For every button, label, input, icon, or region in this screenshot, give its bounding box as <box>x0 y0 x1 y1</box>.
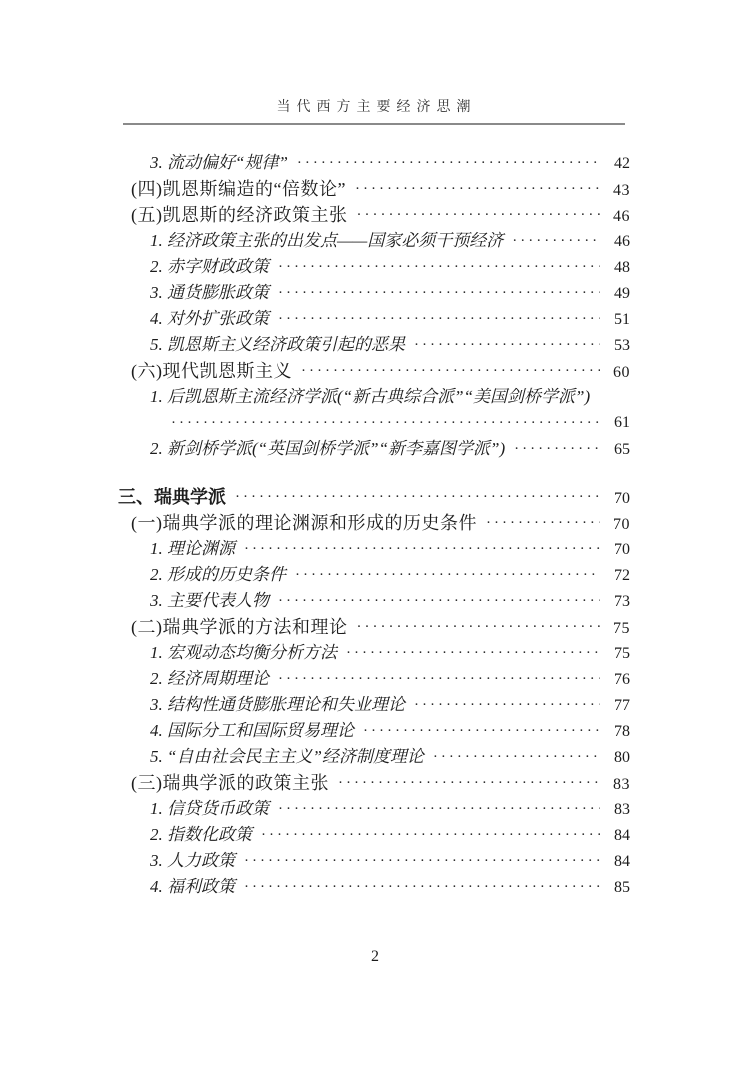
dot-leader <box>295 562 600 588</box>
toc-page-number: 70 <box>614 490 630 507</box>
toc-entry-text: (四)凯恩斯编造的“倍数论” <box>131 179 346 199</box>
toc-entry-text: 1. 后凯恩斯主流经济学派(“新古典综合派”“美国剑桥学派”) <box>150 387 591 406</box>
dot-leader <box>278 306 600 332</box>
dot-leader <box>338 770 600 796</box>
header-divider <box>123 123 625 125</box>
toc-entry-text: 1. 宏观动态均衡分析方法 <box>150 643 337 662</box>
toc-row <box>0 150 630 176</box>
toc-entry-text: 1. 经济政策主张的出发点——国家必须干预经济 <box>150 231 504 250</box>
dot-leader <box>297 150 600 176</box>
toc-entry-text: (三)瑞典学派的政策主张 <box>131 773 329 793</box>
toc-page-number: 48 <box>614 259 630 276</box>
toc-page-number: 70 <box>613 516 630 533</box>
dot-leader <box>357 614 601 640</box>
toc-entry-text: 2. 经济周期理论 <box>150 669 269 688</box>
toc-row <box>0 510 630 536</box>
toc-entry-text: 3. 流动偏好“规律” <box>150 153 288 172</box>
dot-leader <box>357 202 601 228</box>
toc-page-number: 42 <box>614 155 630 172</box>
toc-entry-text: 2. 赤字财政政策 <box>150 257 269 276</box>
toc-page-number: 46 <box>613 208 630 225</box>
dot-leader <box>244 536 600 562</box>
toc-page-number: 46 <box>614 233 630 250</box>
toc-row <box>0 436 630 462</box>
dot-leader <box>278 666 600 692</box>
toc-entry-text: 3. 结构性通货膨胀理论和失业理论 <box>150 695 405 714</box>
toc-entry-text: 3. 人力政策 <box>150 851 235 870</box>
dot-leader <box>486 510 600 536</box>
toc-page-number: 43 <box>613 182 630 199</box>
toc-entry-text: 4. 福利政策 <box>150 877 235 896</box>
page-number: 2 <box>371 948 379 965</box>
running-head-title: 当代西方主要经济思潮 <box>276 100 477 115</box>
toc-row <box>0 384 630 410</box>
toc-page-number: 73 <box>614 593 630 610</box>
toc-row <box>0 228 630 254</box>
toc-page-number: 83 <box>613 776 630 793</box>
toc-page-number: 72 <box>614 567 630 584</box>
toc-row <box>0 718 630 744</box>
toc-page-number: 84 <box>614 853 630 870</box>
toc-row <box>0 588 630 614</box>
toc-row <box>0 358 630 384</box>
toc-entry-text: 2. 形成的历史条件 <box>150 565 286 584</box>
dot-leader <box>278 280 600 306</box>
dot-leader <box>514 436 600 462</box>
toc-entry-text: 3. 主要代表人物 <box>150 591 269 610</box>
toc-entry-text: 1. 信贷货币政策 <box>150 799 269 818</box>
dot-leader <box>235 484 600 510</box>
dot-leader <box>355 176 600 202</box>
toc-entry-text: 三、瑞典学派 <box>118 487 226 507</box>
toc-entry-text: 2. 指数化政策 <box>150 825 252 844</box>
toc-row <box>0 640 630 666</box>
toc-row <box>0 874 630 900</box>
dot-leader <box>363 718 600 744</box>
toc-page-number: 75 <box>613 620 630 637</box>
toc-page-number: 70 <box>614 541 630 558</box>
toc-entry-text: 3. 通货膨胀政策 <box>150 283 269 302</box>
toc-page-number: 76 <box>614 671 630 688</box>
dot-leader <box>278 588 600 614</box>
toc-row <box>0 692 630 718</box>
toc-page-number: 75 <box>614 645 630 662</box>
dot-leader <box>512 228 600 254</box>
toc-row <box>0 254 630 280</box>
toc-row <box>0 848 630 874</box>
dot-leader <box>346 640 600 666</box>
toc-page-number: 61 <box>614 414 630 431</box>
dot-leader <box>244 848 600 874</box>
toc-entry-text: 1. 理论渊源 <box>150 539 235 558</box>
toc-page-number: 85 <box>614 879 630 896</box>
toc-row <box>0 280 630 306</box>
toc-row <box>0 484 630 510</box>
toc-page-number: 78 <box>614 723 630 740</box>
toc-entry-text: 2. 新剑桥学派(“英国剑桥学派”“新李嘉图学派”) <box>150 439 506 458</box>
toc-page-number: 65 <box>614 441 630 458</box>
toc-row <box>0 770 630 796</box>
toc-page-number: 84 <box>614 827 630 844</box>
toc-page-number: 53 <box>614 337 630 354</box>
dot-leader <box>278 254 600 280</box>
toc-row <box>0 614 630 640</box>
toc-row <box>0 332 630 358</box>
toc-row <box>0 410 630 436</box>
toc-page-number: 83 <box>614 801 630 818</box>
toc-row <box>0 306 630 332</box>
toc-row <box>0 562 630 588</box>
dot-leader <box>414 332 600 358</box>
dot-leader <box>433 744 600 770</box>
toc-row <box>0 822 630 848</box>
toc-row <box>0 744 630 770</box>
toc-row <box>0 796 630 822</box>
toc-entry-text: 5. “自由社会民主主义”经济制度理论 <box>150 747 424 766</box>
table-of-contents <box>0 150 630 900</box>
dot-leader <box>278 796 600 822</box>
toc-row <box>0 202 630 228</box>
toc-entry-text: 4. 对外扩张政策 <box>150 309 269 328</box>
toc-page-number: 77 <box>614 697 630 714</box>
dot-leader <box>414 692 600 718</box>
toc-row <box>0 666 630 692</box>
dot-leader <box>171 410 600 436</box>
toc-page-number: 51 <box>614 311 630 328</box>
toc-row <box>0 176 630 202</box>
dot-leader <box>261 822 600 848</box>
toc-entry-text: 5. 凯恩斯主义经济政策引起的恶果 <box>150 335 405 354</box>
toc-entry-text: (五)凯恩斯的经济政策主张 <box>131 205 348 225</box>
toc-page-number: 80 <box>614 749 630 766</box>
toc-entry-text: (一)瑞典学派的理论渊源和形成的历史条件 <box>131 513 477 533</box>
dot-leader <box>301 358 600 384</box>
toc-row <box>0 536 630 562</box>
toc-page-number: 49 <box>614 285 630 302</box>
toc-entry-text: (六)现代凯恩斯主义 <box>131 361 292 381</box>
toc-page-number: 60 <box>613 364 630 381</box>
dot-leader <box>244 874 600 900</box>
toc-entry-text: (二)瑞典学派的方法和理论 <box>131 617 348 637</box>
toc-entry-text: 4. 国际分工和国际贸易理论 <box>150 721 354 740</box>
